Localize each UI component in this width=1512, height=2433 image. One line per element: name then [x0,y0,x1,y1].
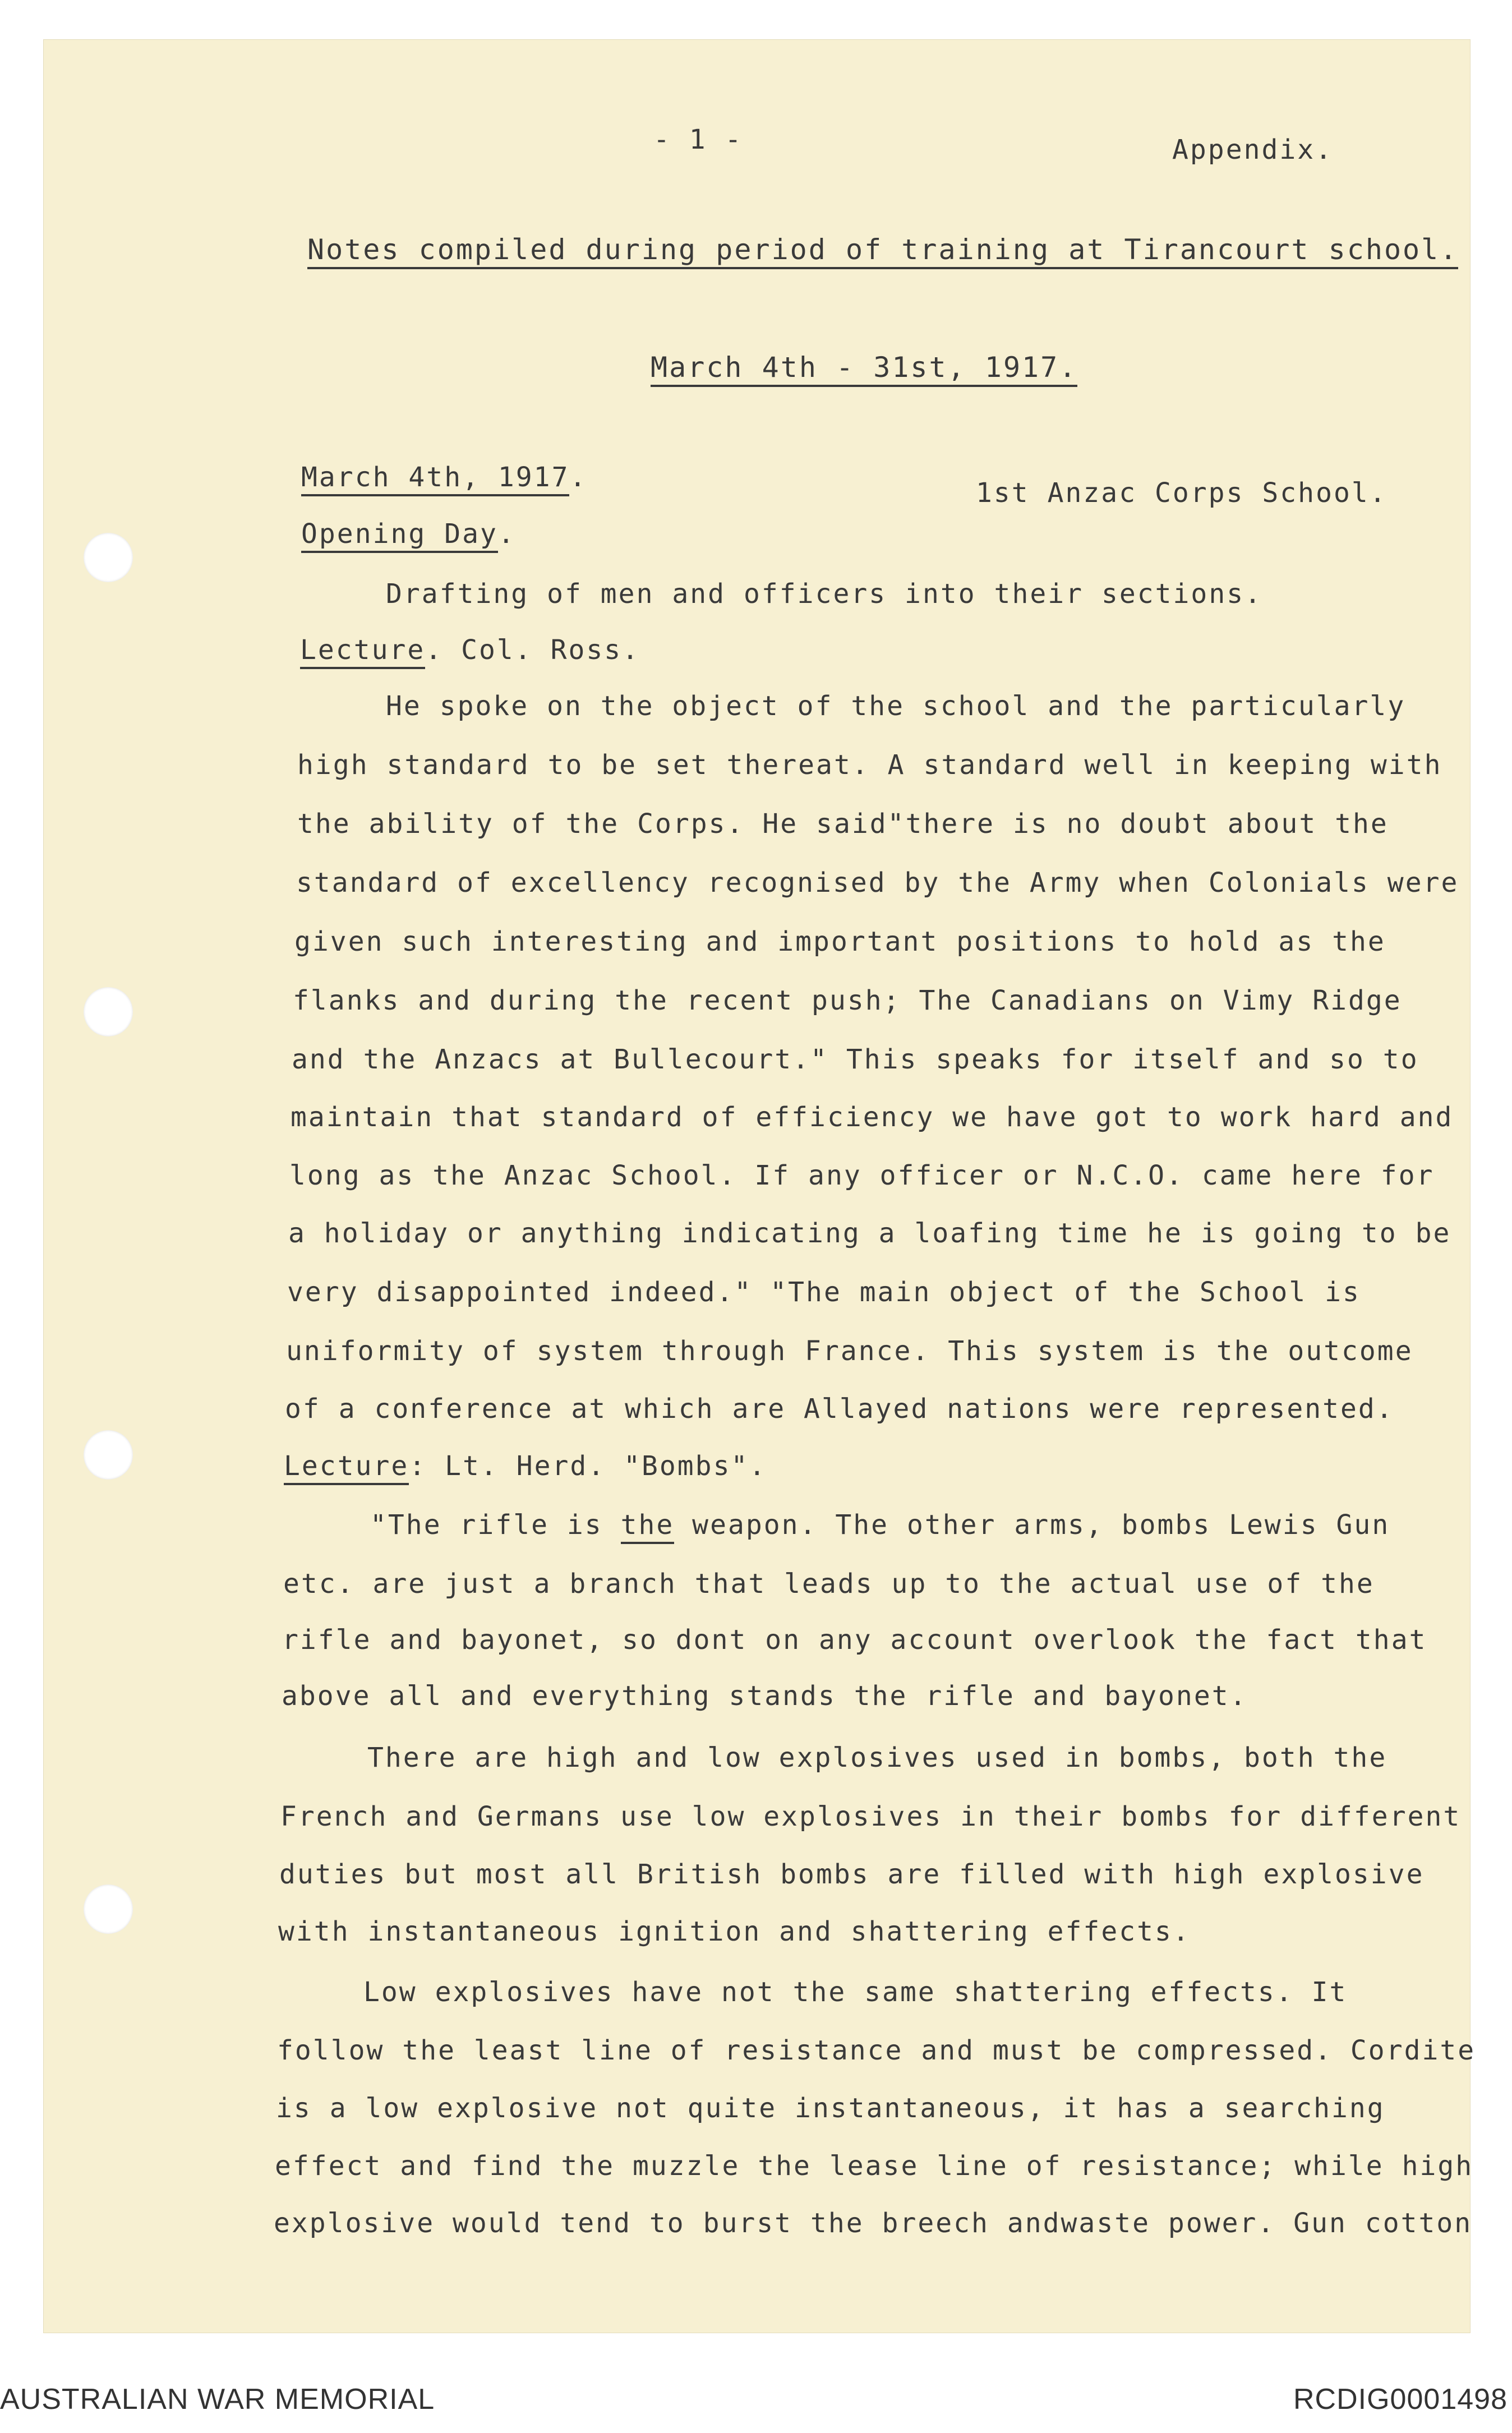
body-line: flanks and during the recent push; The Canadians on Vimy Ridge [293,985,1402,1016]
punch-hole [84,987,133,1036]
body-line: high standard to be set thereat. A standard well in keeping with [297,749,1442,781]
lecture-heading: Lecture. Col. Ross. [300,637,640,663]
body-line: Drafting of men and officers into their sections. [386,578,1263,610]
body-line: etc. are just a branch that leads up to the actual use of the [283,1568,1375,1600]
body-line: French and Germans use low explosives in their bombs for different [280,1801,1462,1832]
footer-record-id: RCDIG0001498 [1293,2383,1508,2416]
body-line: rifle and bayonet, so dont on any account overlook the fact that [282,1624,1427,1656]
body-line: Low explosives have not the same shattering effects. It [363,1976,1348,2008]
punch-hole [84,1430,133,1480]
body-line: There are high and low explosives used in bombs, both the [367,1742,1387,1773]
body-line: of a conference at which are Allayed nations were represented. [285,1393,1394,1425]
body-line: standard of excellency recognised by the Army when Colonials were [296,867,1459,898]
page-number: - 1 - [653,124,743,155]
school-name: 1st Anzac Corps School. [976,477,1387,509]
punch-hole [84,533,133,582]
footer-institution: AUSTRALIAN WAR MEMORIAL [0,2383,435,2416]
body-line: with instantaneous ignition and shattering effects. [278,1916,1191,1947]
body-line: maintain that standard of efficiency we have got to work hard and [291,1102,1454,1133]
body-line: follow the least line of resistance and must be compressed. Cordite [277,2035,1476,2066]
body-line: above all and everything stands the rifle and bayonet. [282,1680,1248,1712]
day-heading: Opening Day. [301,520,516,547]
body-line: duties but most all British bombs are filled with high explosive [279,1859,1425,1890]
body-line: the ability of the Corps. He said"there is no doubt about the [297,808,1389,840]
body-line: "The rifle is the weapon. The other arms, bombs Lewis Gun [370,1512,1390,1538]
lecture-heading: Lecture: Lt. Herd. "Bombs". [284,1453,767,1480]
body-line: explosive would tend to burst the breech andwaste power. Gun cotton [274,2208,1473,2239]
body-line: effect and find the muzzle the lease line of resistance; while high [275,2150,1474,2182]
entry-date: March 4th, 1917. [301,464,587,491]
body-line: uniformity of system through France. This system is the outcome [286,1335,1413,1367]
body-line: long as the Anzac School. If any officer or N.C.O. came here for [289,1160,1435,1191]
appendix-label: Appendix. [1172,134,1334,165]
body-line: is a low explosive not quite instantaneous, it has a searching [276,2093,1385,2124]
body-line: given such interesting and important positions to hold as the [294,926,1386,957]
body-line: very disappointed indeed." "The main object of the School is [287,1277,1361,1308]
body-line: He spoke on the object of the school and the particularly [386,690,1406,722]
body-line: and the Anzacs at Bullecourt." This speaks for itself and so to [292,1044,1419,1075]
date-range: March 4th - 31st, 1917. [651,353,1077,381]
punch-hole [84,1884,133,1934]
body-line: a holiday or anything indicating a loafing time he is going to be [288,1218,1451,1249]
document-title: Notes compiled during period of training at Tirancourt school. [307,236,1458,264]
